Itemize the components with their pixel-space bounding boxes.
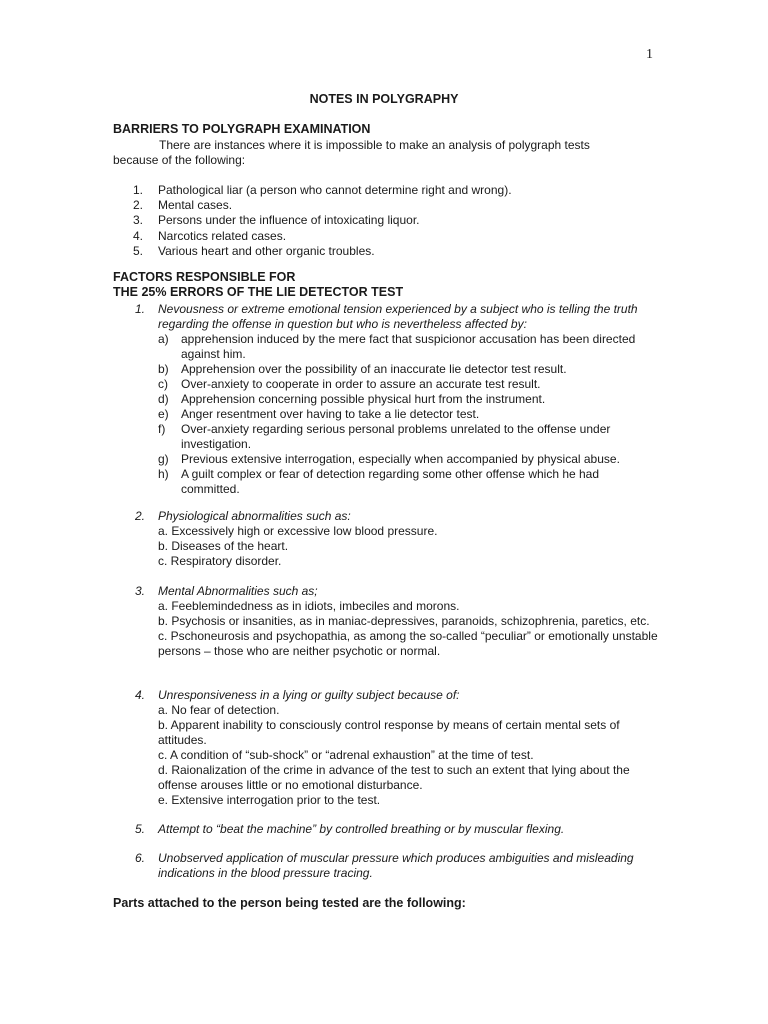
factor-text: Attempt to “beat the machine” by controlled breathing or by muscular flexing. <box>158 822 565 836</box>
list-item <box>113 362 658 377</box>
factor-text: Unobserved application of muscular pressure which produces ambiguities and misleading indications in the blood pressure tracing. <box>158 851 634 880</box>
list-item: b. Apparent inability to consciously control response by means of certain mental sets of attitudes. <box>158 718 620 747</box>
list-item-text: Various heart and other organic troubles. <box>158 243 375 258</box>
factor-3-subitems <box>113 599 658 659</box>
factor-2-subitems <box>113 524 658 569</box>
barriers-intro-line2: because of the following: <box>113 153 246 167</box>
list-item <box>113 422 658 452</box>
factors-heading-line2: THE 25% ERRORS OF THE LIE DETECTOR TEST <box>113 285 404 299</box>
list-item-text: Narcotics related cases. <box>158 228 287 243</box>
list-item: a. Excessively high or excessive low blood pressure. <box>158 524 438 538</box>
list-item <box>113 452 658 467</box>
document-title: NOTES IN POLYGRAPHY <box>309 92 459 106</box>
barriers-list <box>113 183 512 259</box>
list-item: c. Respiratory disorder. <box>158 554 282 568</box>
list-item-number: 3. <box>133 213 144 228</box>
list-item <box>113 183 512 198</box>
sub-marker: h) <box>158 467 169 481</box>
sub-text: Over-anxiety to cooperate in order to assure an accurate test result. <box>181 377 541 391</box>
sub-text: Apprehension concerning possible physical hurt from the instrument. <box>181 392 546 406</box>
factor-number: 1. <box>135 302 146 316</box>
sub-text: Anger resentment over having to take a lie detector test. <box>181 407 480 421</box>
factor-6 <box>113 851 658 881</box>
list-item-number: 4. <box>133 228 144 243</box>
list-item-text: Pathological liar (a person who cannot determine right and wrong). <box>158 183 512 197</box>
factor-text: Mental Abnormalities such as; <box>158 584 318 598</box>
sub-text: Over-anxiety regarding serious personal problems unrelated to the offense under investigation. <box>181 422 611 451</box>
sub-marker: c) <box>158 377 168 391</box>
page-number: 1 <box>646 47 653 62</box>
factor-1 <box>113 302 658 497</box>
list-item-number: 5. <box>133 243 144 258</box>
factor-3 <box>113 584 658 659</box>
sub-text: apprehension induced by the mere fact that suspicionor accusation has been directed against him. <box>181 332 636 361</box>
list-item <box>113 332 658 362</box>
sub-text: Previous extensive interrogation, especially when accompanied by physical abuse. <box>181 452 620 466</box>
list-item <box>113 244 512 259</box>
list-item-number: 2. <box>133 198 144 213</box>
sub-marker: f) <box>158 422 166 436</box>
factor-2 <box>113 509 658 569</box>
list-item: d. Raionalization of the crime in advance of the test to such an extent that lying about the offense arouses little or no emotional disturbance. <box>158 763 630 792</box>
factor-number: 2. <box>135 509 146 523</box>
barriers-intro <box>113 138 673 168</box>
factor-text: Unresponsiveness in a lying or guilty subject because of: <box>158 688 460 702</box>
factor-4-subitems <box>113 703 658 808</box>
list-item <box>113 213 512 228</box>
factor-number: 5. <box>135 822 146 836</box>
sub-marker: e) <box>158 407 169 421</box>
sub-text: A guilt complex or fear of detection regarding some other offense which he had committed. <box>181 467 600 496</box>
factor-1-subitems <box>113 332 658 497</box>
barriers-intro-line1: There are instances where it is impossible to make an analysis of polygraph tests <box>159 138 590 152</box>
list-item: b. Diseases of the heart. <box>158 539 289 553</box>
sub-marker: g) <box>158 452 169 466</box>
parts-heading: Parts attached to the person being tested are the following: <box>113 896 466 910</box>
list-item <box>113 198 512 213</box>
barriers-heading: BARRIERS TO POLYGRAPH EXAMINATION <box>113 122 371 136</box>
sub-marker: d) <box>158 392 169 406</box>
list-item: c. Pschoneurosis and psychopathia, as among the so-called “peculiar” or emotionally unstable persons – those who are neither psychotic or normal. <box>158 629 658 658</box>
factor-4 <box>113 688 658 808</box>
list-item <box>113 407 658 422</box>
list-item-text: Persons under the influence of intoxicating liquor. <box>158 213 420 228</box>
list-item <box>113 392 658 407</box>
factor-number: 4. <box>135 688 146 702</box>
list-item <box>113 377 658 392</box>
sub-text: Apprehension over the possibility of an inaccurate lie detector test result. <box>181 362 567 376</box>
list-item: c. A condition of “sub-shock” or “adrenal exhaustion” at the time of test. <box>158 748 534 762</box>
factors-heading-line1: FACTORS RESPONSIBLE FOR <box>113 270 296 284</box>
sub-marker: b) <box>158 362 169 376</box>
sub-marker: a) <box>158 332 169 346</box>
factor-text: Nevousness or extreme emotional tension experienced by a subject who is telling the truth regarding the offense in question but who is nevertheless affected by: <box>158 302 638 331</box>
factor-5 <box>113 822 658 837</box>
factor-text: Physiological abnormalities such as: <box>158 509 351 523</box>
list-item-text: Mental cases. <box>158 198 233 213</box>
list-item: a. No fear of detection. <box>158 703 280 717</box>
factor-number: 6. <box>135 851 146 865</box>
list-item: e. Extensive interrogation prior to the test. <box>158 793 381 807</box>
list-item <box>113 229 512 244</box>
factor-number: 3. <box>135 584 146 598</box>
factors-heading <box>113 270 403 300</box>
list-item-number: 1. <box>133 183 144 197</box>
list-item <box>113 467 658 497</box>
list-item: b. Psychosis or insanities, as in maniac-depressives, paranoids, schizophrenia, paretics, etc. <box>158 614 650 628</box>
list-item: a. Feeblemindedness as in idiots, imbeciles and morons. <box>158 599 460 613</box>
